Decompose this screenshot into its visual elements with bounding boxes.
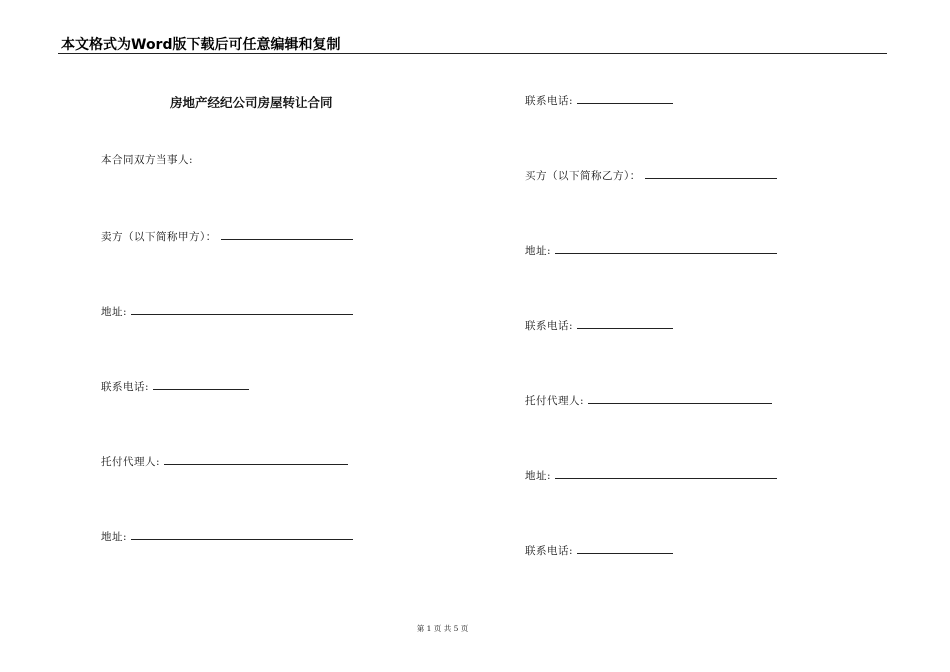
seller-agent-phone-label: 联系电话:: [525, 95, 574, 107]
seller-label: 卖方（以下简称甲方）：: [101, 231, 217, 243]
seller-address-blank[interactable]: [131, 303, 353, 315]
seller-agent-address-label: 地址:: [101, 531, 128, 543]
parties-intro-label: 本合同双方当事人:: [101, 154, 194, 166]
buyer-blank[interactable]: [645, 167, 777, 179]
seller-agent-address-line: [101, 528, 353, 544]
seller-agent-label: 托付代理人:: [101, 456, 161, 468]
seller-agent-blank[interactable]: [164, 453, 348, 465]
buyer-phone-label: 联系电话:: [525, 320, 574, 332]
buyer-address-blank[interactable]: [555, 242, 777, 254]
seller-blank[interactable]: [221, 228, 353, 240]
buyer-address-line: [525, 242, 777, 258]
seller-agent-line: [101, 453, 348, 469]
seller-line: [101, 228, 353, 244]
buyer-agent-address-line: [525, 467, 777, 483]
buyer-phone-line: [525, 317, 673, 333]
buyer-line: [525, 167, 777, 183]
buyer-agent-address-blank[interactable]: [555, 467, 777, 479]
document-title: 房地产经纪公司房屋转让合同: [170, 95, 333, 110]
seller-address-line: [101, 303, 353, 319]
buyer-label: 买方（以下简称乙方）：: [525, 170, 641, 182]
page-number: 第 1 页 共 5 页: [416, 624, 469, 633]
buyer-agent-phone-blank[interactable]: [577, 542, 673, 554]
buyer-agent-address-label: 地址:: [525, 470, 552, 482]
buyer-agent-phone-line: [525, 542, 673, 558]
seller-phone-blank[interactable]: [153, 378, 249, 390]
seller-phone-label: 联系电话:: [101, 381, 150, 393]
buyer-phone-blank[interactable]: [577, 317, 673, 329]
buyer-agent-blank[interactable]: [588, 392, 772, 404]
buyer-agent-phone-label: 联系电话:: [525, 545, 574, 557]
header-divider: [58, 53, 887, 54]
buyer-agent-line: [525, 392, 772, 408]
seller-agent-phone-line: [525, 92, 673, 108]
header-title: 本文格式为Word版下载后可任意编辑和复制: [61, 37, 341, 53]
seller-agent-phone-blank[interactable]: [577, 92, 673, 104]
buyer-agent-label: 托付代理人:: [525, 395, 585, 407]
parties-intro-line: [101, 153, 193, 167]
seller-address-label: 地址:: [101, 306, 128, 318]
seller-phone-line: [101, 378, 249, 394]
seller-agent-address-blank[interactable]: [131, 528, 353, 540]
buyer-address-label: 地址:: [525, 245, 552, 257]
